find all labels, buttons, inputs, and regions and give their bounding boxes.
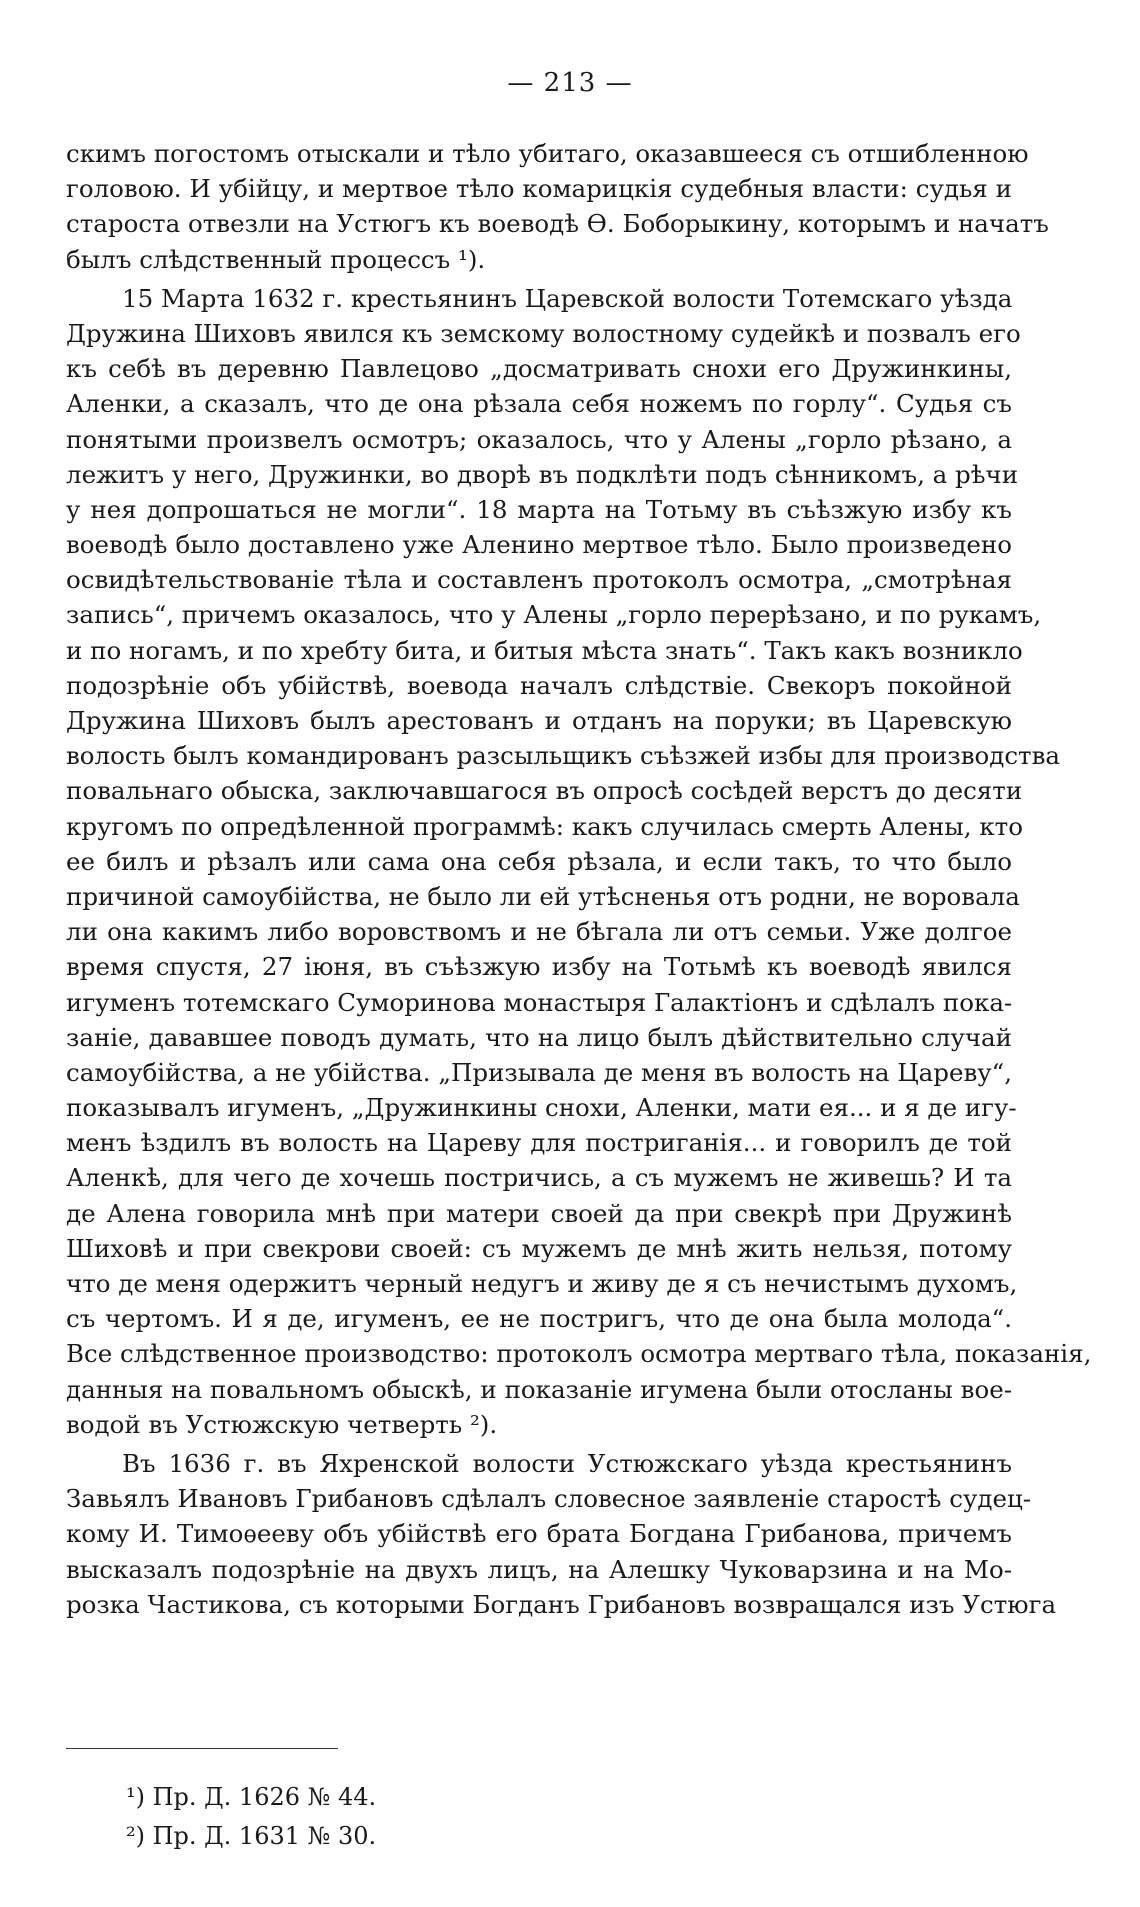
text-line: розка Частикова, съ которыми Богданъ Грибановъ возвращался изъ Устюга xyxy=(66,1589,1057,1619)
text-line: время спустя, 27 іюня, въ съѣзжую избу на Тотьмѣ къ воеводѣ явился xyxy=(66,952,1012,982)
text-line: 15 Марта 1632 г. крестьянинъ Царевской волости Тотемскаго уѣзда xyxy=(122,283,1013,313)
text-line: кругомъ по опредѣленной программѣ: какъ случилась смерть Алены, кто xyxy=(66,811,1023,841)
text-line: показывалъ игуменъ, „Дружинкины снохи, Аленки, мати ея... и я де игу- xyxy=(66,1093,1017,1123)
body-text xyxy=(66,136,1092,1622)
text-line: понятыми произвелъ осмотръ; оказалось, что у Алены „горло рѣзано, а xyxy=(66,424,1012,454)
text-line: данныя на повальномъ обыскѣ, и показаніе игумена были отосланы вое- xyxy=(66,1374,1012,1404)
text-line: кому И. Тимоѳееву объ убійствѣ его брата Богдана Грибанова, причемъ xyxy=(66,1519,1012,1549)
page-number: — 213 — xyxy=(507,68,633,98)
text-line: запись“, причемъ оказалось, что у Алены „горло перерѣзано, и по рукамъ, xyxy=(66,600,1042,630)
text-line: староста отвезли на Устюгъ къ воеводѣ Ѳ. Боборыкину, которымъ и начатъ xyxy=(66,209,1049,239)
text-line: игуменъ тотемскаго Суморинова монастыря Галактіонъ и сдѣлалъ пока- xyxy=(66,987,1013,1017)
text-line: Аленкѣ, для чего де хочешь постричись, а съ мужемъ не живешь? И та xyxy=(66,1163,1012,1193)
text-line: самоубійства, а не убійства. „Призывала де меня въ волость на Цареву“, xyxy=(66,1057,1012,1087)
text-line: де Алена говорила мнѣ при матери своей да при свекрѣ при Дружинѣ xyxy=(66,1198,1012,1228)
text-line: заніе, дававшее поводъ думать, что на лицо былъ дѣйствительно случай xyxy=(66,1022,1012,1052)
footnote: ²) Пр. Д. 1631 № 30. xyxy=(126,1822,377,1850)
footnote: ¹) Пр. Д. 1626 № 44. xyxy=(126,1783,377,1811)
text-line: Дружина Шиховъ былъ арестованъ и отданъ на поруки; въ Царевскую xyxy=(66,706,1012,735)
text-line: причиной самоубійства, не было ли ей утѣсненья отъ родни, не воровала xyxy=(66,881,1020,911)
text-line: Шиховѣ и при свекрови своей: съ мужемъ де мнѣ жить нельзя, потому xyxy=(66,1233,1012,1263)
text-line: освидѣтельствованіе тѣла и составленъ протоколъ осмотра, „смотрѣная xyxy=(66,565,1012,595)
text-line: былъ слѣдственный процессъ ¹). xyxy=(66,244,486,274)
text-line: что де меня одержитъ черный недугъ и живу де я съ нечистымъ духомъ, xyxy=(66,1269,1018,1298)
text-line: менъ ѣздилъ въ волость на Цареву для постриганія... и говорилъ де той xyxy=(66,1128,1012,1158)
text-line: Все слѣдственное производство: протоколъ осмотра мертваго тѣла, показанія, xyxy=(66,1339,1092,1369)
text-line: у нея допрошаться не могли“. 18 марта на Тотьму въ съѣзжую избу къ xyxy=(66,494,1012,524)
text-line: Въ 1636 г. въ Яхренской волости Устюжскаго уѣзда крестьянинъ xyxy=(122,1448,1012,1478)
text-line: высказалъ подозрѣніе на двухъ лицъ, на Алешку Чуковарзина и на Мо- xyxy=(66,1554,1012,1584)
paragraph xyxy=(66,136,1049,277)
footnote-divider xyxy=(66,1748,338,1749)
paragraph xyxy=(66,281,1092,1442)
text-line: ли она какимъ либо воровствомъ и не бѣгала ли отъ семьи. Уже долгое xyxy=(66,917,1012,947)
text-line: скимъ погостомъ отыскали и тѣло убитаго, оказавшееся съ отшибленною xyxy=(66,139,1029,168)
text-line: подозрѣніе объ убійствѣ, воевода началъ слѣдствіе. Свекоръ покойной xyxy=(66,670,1012,700)
text-line: волость былъ командированъ разсыльщикъ съѣзжей избы для производства xyxy=(66,741,1061,771)
text-line: повальнаго обыска, заключавшагося въ опросѣ сосѣдей верстъ до десяти xyxy=(66,776,1023,806)
text-line: Дружина Шиховъ явился къ земскому волостному судейкѣ и позвалъ его xyxy=(66,318,1021,348)
text-line: Завьялъ Ивановъ Грибановъ сдѣлалъ словесное заявленіе старостѣ судец- xyxy=(66,1484,1031,1514)
text-line: къ себѣ въ деревню Павлецово „досматривать снохи его Дружинкины, xyxy=(66,354,1012,384)
text-line: лежитъ у него, Дружинки, во дворѣ въ подклѣти подъ сѣнникомъ, а рѣчи xyxy=(66,459,1019,489)
text-line: водой въ Устюжскую четверть ²). xyxy=(66,1409,498,1439)
text-line: съ чертомъ. И я де, игуменъ, ее не постригъ, что де она была молода“. xyxy=(66,1304,1012,1334)
text-line: и по ногамъ, и по хребту бита, и битыя мѣста знать“. Такъ какъ возникло xyxy=(66,635,1023,665)
text-line: ее билъ и рѣзалъ или сама она себя рѣзала, и если такъ, то что было xyxy=(66,846,1012,876)
text-line: Аленки, а сказалъ, что де она рѣзала себя ножемъ по горлу“. Судья съ xyxy=(66,389,1012,419)
footnotes xyxy=(126,1778,376,1856)
text-line: головою. И убійцу, и мертвое тѣло комарицкія судебныя власти: судья и xyxy=(66,174,1012,204)
paragraph xyxy=(66,1446,1057,1622)
text-line: воеводѣ было доставлено уже Аленино мертвое тѣло. Было произведено xyxy=(66,530,1012,560)
